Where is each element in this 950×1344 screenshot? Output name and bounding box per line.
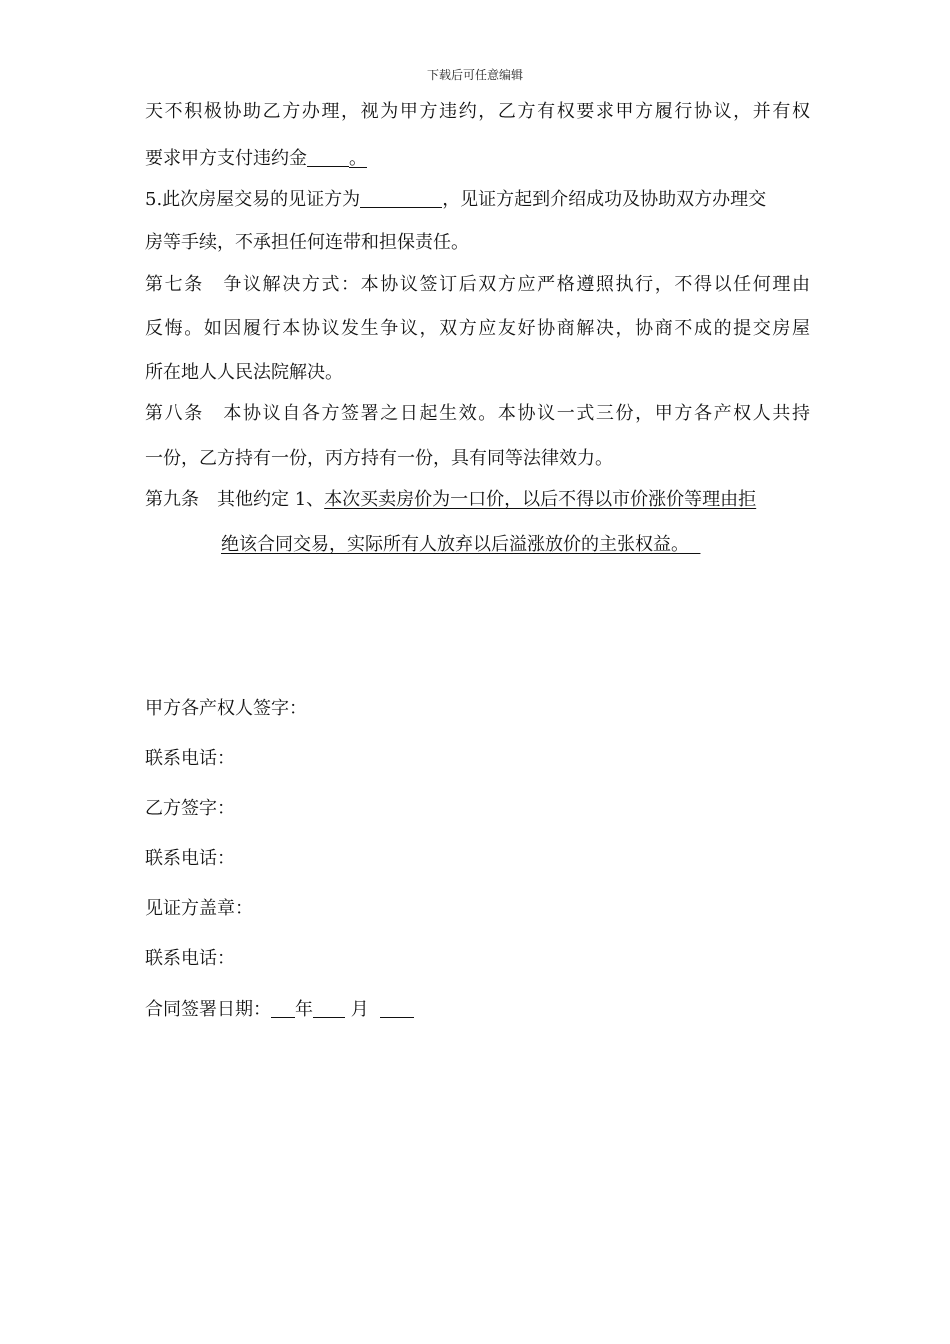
witness-seal-label: 见证方盖章：	[145, 898, 253, 919]
signing-date-line	[145, 997, 810, 1022]
article-9-terms-2: 绝该合同交易，实际所有人放弃以后溢涨放价的主张权益。	[221, 534, 689, 555]
clause-4-end: 。	[349, 148, 367, 169]
witness-phone-label: 联系电话：	[145, 948, 235, 969]
month-blank	[313, 997, 345, 1018]
clause-4-line-1: 天不积极协助乙方办理，视为甲方违约，乙方有权要求甲方履行协议，并有权	[145, 101, 810, 122]
penalty-blank	[307, 146, 349, 167]
article-7-line-2: 反悔。如因履行本协议发生争议，双方应友好协商解决，协商不成的提交房屋	[145, 318, 810, 339]
clause-4-text: 要求甲方支付违约金	[145, 148, 307, 169]
article-9-terms-1: 本次买卖房价为一口价，以后不得以市价涨价等理由拒	[324, 489, 757, 510]
year-label: 年	[295, 999, 313, 1020]
party-b-phone-label: 联系电话：	[145, 848, 235, 869]
witness-blank	[360, 187, 442, 208]
party-b-signature-label: 乙方签字：	[145, 798, 235, 819]
article-8-line-2: 一份，乙方持有一份，丙方持有一份，具有同等法律效力。	[145, 448, 613, 469]
article-9-line-2	[221, 533, 810, 557]
article-9-line-1	[145, 488, 810, 512]
clause-5-text: 5.此次房屋交易的见证方为	[145, 189, 361, 210]
party-a-phone-label: 联系电话：	[145, 748, 235, 769]
clause-5-line-1	[145, 187, 810, 212]
clause-5-line-2: 房等手续，不承担任何连带和担保责任。	[145, 232, 469, 253]
clause-5-text-cont: ，见证方起到介绍成功及协助双方办理交	[442, 189, 767, 210]
party-a-signature-label: 甲方各产权人签字：	[145, 698, 307, 719]
month-label: 月	[350, 999, 369, 1020]
article-7-line-1: 第七条 争议解决方式：本协议签订后双方应严格遵照执行，不得以任何理由	[145, 274, 810, 295]
article-8-line-1: 第八条 本协议自各方签署之日起生效。本协议一式三份，甲方各产权人共持	[145, 403, 810, 424]
signing-date-label: 合同签署日期：	[145, 999, 271, 1020]
page-header: 下载后可任意编辑	[426, 68, 523, 82]
article-7-line-3: 所在地人人民法院解决。	[145, 362, 343, 383]
article-9-trailing-space	[689, 534, 700, 555]
year-blank	[271, 997, 295, 1018]
day-blank	[380, 997, 414, 1018]
article-9-heading: 第九条 其他约定 1、	[145, 489, 325, 510]
clause-4-line-2	[145, 146, 810, 171]
